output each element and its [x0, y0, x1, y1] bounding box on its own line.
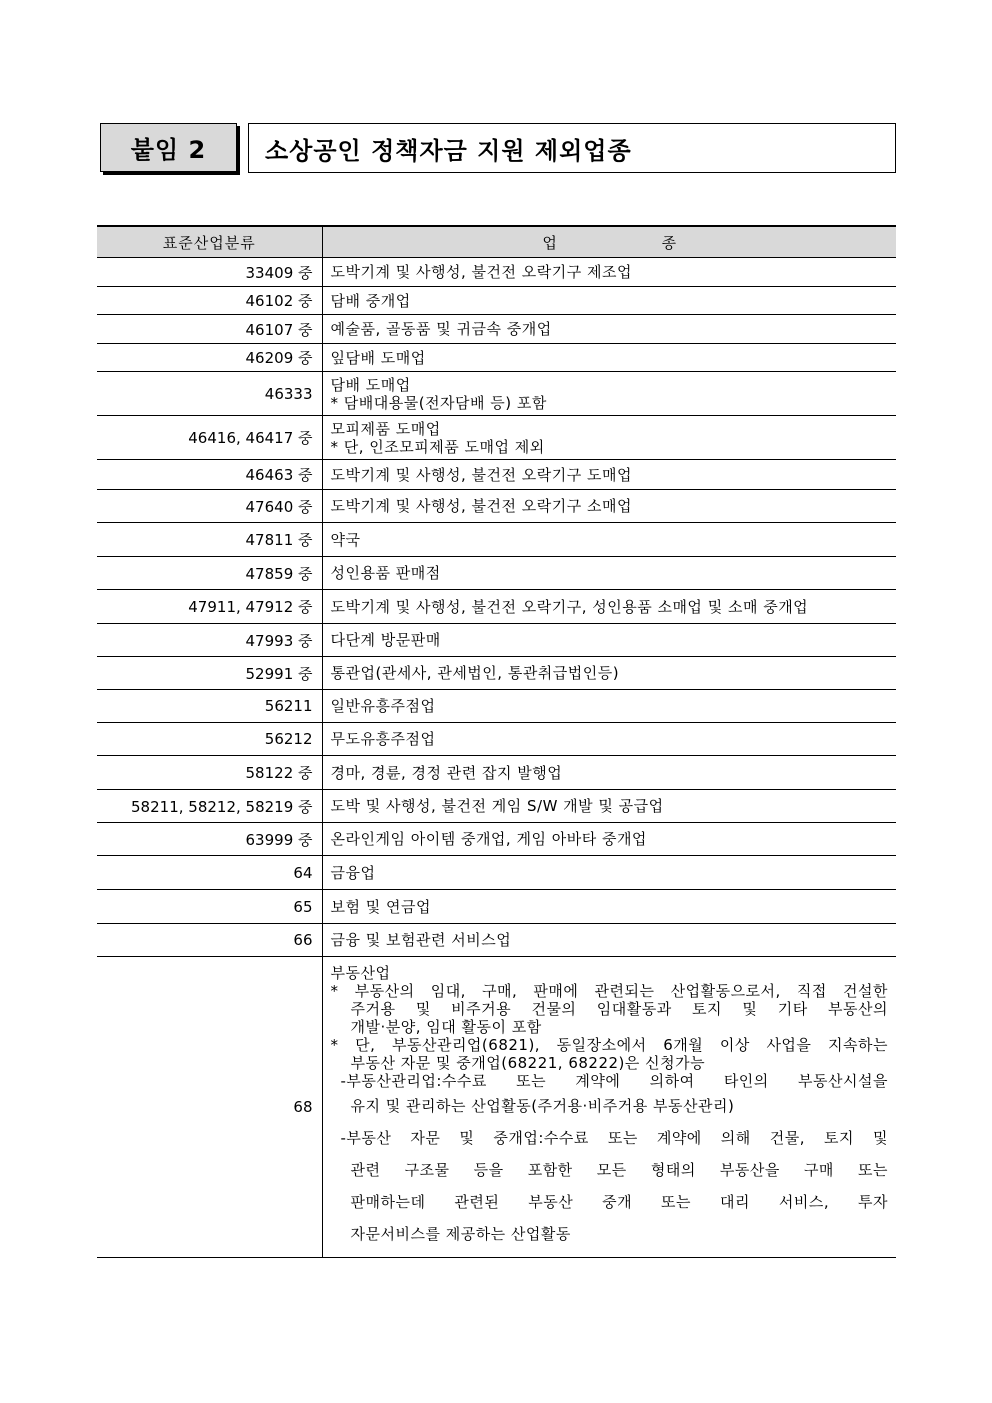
code-cell: 56211 [97, 690, 322, 723]
industry-cell [322, 523, 896, 557]
table-row-realestate [97, 957, 896, 1258]
table-row [97, 523, 896, 557]
table-row [97, 557, 896, 590]
industry-cell [322, 490, 896, 523]
industry-text: 예술품, 골동품 및 귀금속 중개업 [330, 320, 552, 338]
code-cell: 63999 중 [97, 823, 322, 856]
note-line: * 담배대용물(전자담배 등) 포함 [330, 393, 547, 412]
table-body [97, 258, 896, 957]
industry-text: 통관업(관세사, 관세법인, 통관취급법인등) [330, 664, 620, 682]
page-title: 소상공인 정책자금 지원 제외업종 [248, 123, 896, 173]
industry-cell [322, 657, 896, 690]
industry-cell [322, 557, 896, 590]
sub-line: 자문서비스를 제공하는 산업활동 [350, 1225, 571, 1243]
table-row [97, 258, 896, 287]
code-cell: 47993 중 [97, 624, 322, 657]
column-header-industry: 업 종 [322, 226, 896, 258]
code-cell: 47640 중 [97, 490, 322, 523]
table-row [97, 490, 896, 523]
table-row [97, 315, 896, 344]
table-row [97, 287, 896, 315]
code-cell: 58211, 58212, 58219 중 [97, 790, 322, 823]
column-header-code: 표준산업분류 [97, 226, 322, 258]
note-line: * 단, 부동산관리업(6821), 동일장소에서 6개월 이상 사업을 지속하는 [330, 1036, 888, 1054]
sub-line: 관련 구조물 등을 포함한 모든 형태의 부동산을 구매 또는 [350, 1161, 888, 1179]
table-row [97, 723, 896, 756]
code-cell: 33409 중 [97, 258, 322, 287]
industry-text: 금융 및 보험관련 서비스업 [330, 931, 512, 949]
industry-text: 무도유흥주점업 [330, 730, 436, 748]
industry-cell [322, 723, 896, 756]
table-row [97, 924, 896, 957]
note-line: 개발·분양, 임대 활동이 포함 [350, 1018, 542, 1036]
code-cell: 64 [97, 856, 322, 890]
industry-cell [322, 315, 896, 344]
code-cell: 46333 [97, 372, 322, 416]
appendix-tag: 붙임 2 [100, 123, 237, 172]
table-row [97, 624, 896, 657]
code-cell: 46463 중 [97, 460, 322, 490]
table-row [97, 344, 896, 372]
table-row [97, 590, 896, 624]
industry-cell [322, 416, 896, 460]
sub-line: -부동산 자문 및 중개업:수수료 또는 계약에 의해 건물, 토지 및 [340, 1129, 888, 1147]
code-cell: 47811 중 [97, 523, 322, 557]
table-row [97, 372, 896, 416]
table-row [97, 657, 896, 690]
table-row [97, 416, 896, 460]
sub-line: 판매하는데 관련된 부동산 중개 또는 대리 서비스, 투자 [350, 1193, 888, 1211]
table-row [97, 690, 896, 723]
industry-text: 도박기계 및 사행성, 불건전 오락기구 제조업 [330, 263, 632, 281]
code-cell: 46107 중 [97, 315, 322, 344]
industry-cell [322, 823, 896, 856]
industry-text: 다단계 방문판매 [330, 631, 441, 649]
industry-text: 금융업 [330, 863, 376, 882]
industry-cell [322, 690, 896, 723]
industry-text: 온라인게임 아이템 중개업, 게임 아바타 중개업 [330, 830, 647, 848]
code-cell: 56212 [97, 723, 322, 756]
realestate-title: 부동산업 [330, 964, 391, 982]
code-cell: 65 [97, 890, 322, 924]
code-cell: 46416, 46417 중 [97, 416, 322, 460]
table-row [97, 790, 896, 823]
industry-text: 담배 도매업 [330, 375, 411, 394]
industry-text: 도박기계 및 사행성, 불건전 오락기구 소매업 [330, 497, 632, 515]
industry-text: 잎담배 도매업 [330, 348, 426, 367]
note-line: 주거용 및 비주거용 건물의 임대활동과 토지 및 기타 부동산의 [350, 1000, 888, 1018]
industry-text: 도박 및 사행성, 불건전 게임 S/W 개발 및 공급업 [330, 797, 664, 815]
industry-cell [322, 344, 896, 372]
industry-cell [322, 924, 896, 957]
industry-text: 성인용품 판매점 [330, 564, 441, 582]
industry-text: 모피제품 도매업 [330, 419, 441, 438]
industry-cell [322, 790, 896, 823]
industry-text: 도박기계 및 사행성, 불건전 오락기구, 성인용품 소매업 및 소매 중개업 [330, 597, 809, 616]
code-cell: 47859 중 [97, 557, 322, 590]
industry-cell [322, 856, 896, 890]
industry-text: 담배 중개업 [330, 291, 411, 310]
table-row [97, 823, 896, 856]
code-cell: 66 [97, 924, 322, 957]
industry-cell [322, 372, 896, 416]
sub-line: -부동산관리업:수수료 또는 계약에 의하여 타인의 부동산시설을 [340, 1072, 888, 1090]
industry-cell [322, 624, 896, 657]
code-cell: 46102 중 [97, 287, 322, 315]
code-cell: 46209 중 [97, 344, 322, 372]
table-row [97, 856, 896, 890]
table-header-row [97, 226, 896, 258]
industry-text: 경마, 경륜, 경정 관련 잡지 발행업 [330, 763, 563, 782]
table-row [97, 460, 896, 490]
excluded-industries-table [97, 225, 896, 1258]
industry-cell [322, 890, 896, 924]
industry-text: 약국 [330, 530, 361, 549]
industry-cell [322, 287, 896, 315]
industry-cell [322, 756, 896, 790]
code-cell: 58122 중 [97, 756, 322, 790]
code-cell: 47911, 47912 중 [97, 590, 322, 624]
sub-line: 유지 및 관리하는 산업활동(주거용·비주거용 부동산관리) [350, 1097, 735, 1115]
code-cell: 52991 중 [97, 657, 322, 690]
industry-text: 일반유흥주점업 [330, 697, 436, 715]
note-line: * 부동산의 임대, 구매, 판매에 관련되는 산업활동으로서, 직접 건설한 [330, 982, 888, 1000]
industry-cell [322, 460, 896, 490]
industry-cell [322, 957, 896, 1258]
industry-text: 보험 및 연금업 [330, 897, 431, 916]
industry-cell [322, 590, 896, 624]
industry-text: 도박기계 및 사행성, 불건전 오락기구 도매업 [330, 465, 632, 484]
table-row [97, 756, 896, 790]
note-line: 부동산 자문 및 중개업(68221, 68222)은 신청가능 [350, 1054, 706, 1072]
industry-cell [322, 258, 896, 287]
table-row [97, 890, 896, 924]
note-line: * 단, 인조모피제품 도매업 제외 [330, 437, 545, 456]
code-cell: 68 [97, 957, 322, 1258]
